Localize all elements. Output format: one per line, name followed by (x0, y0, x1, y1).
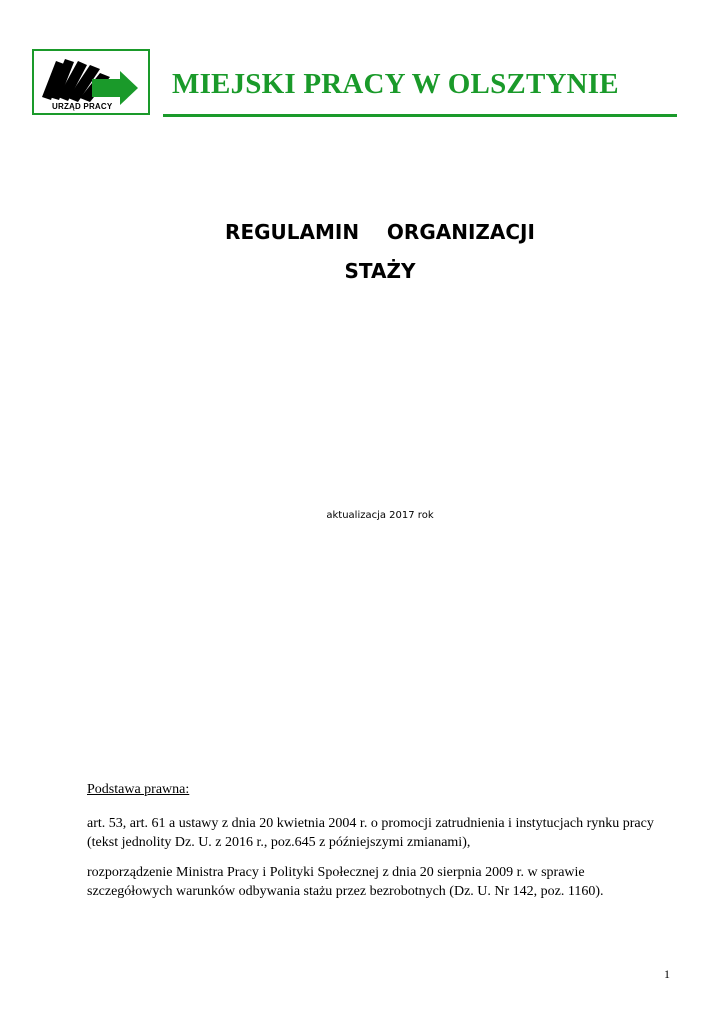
logo-label: URZĄD PRACY (52, 102, 113, 111)
header-divider (163, 114, 677, 117)
document-title-line-2: STAŻY (344, 259, 416, 283)
legal-basis-paragraph-regulation: rozporządzenie Ministra Pracy i Polityki Społecznej z dnia 20 sierpnia 2009 r. w sprawie szczegółowych warunków odbywania stażu przez bezrobotnych (Dz. U. Nr 142, poz. 1160). (87, 865, 604, 899)
update-note: aktualizacja 2017 rok (326, 510, 434, 521)
legal-basis-paragraph-act: art. 53, art. 61 a ustawy z dnia 20 kwietnia 2004 r. o promocji zatrudnienia i instytucjach rynku pracy (tekst jednolity Dz. U. z 2016 r., poz.645 z późniejszymi zmianami), (87, 816, 654, 850)
page-number: 1 (664, 967, 670, 981)
office-logo (32, 49, 150, 115)
office-name-title: MIEJSKI PRACY W OLSZTYNIE (172, 68, 619, 100)
legal-basis-heading: Podstawa prawna: (87, 782, 190, 797)
document-title-line-1: REGULAMIN ORGANIZACJI (225, 220, 535, 244)
